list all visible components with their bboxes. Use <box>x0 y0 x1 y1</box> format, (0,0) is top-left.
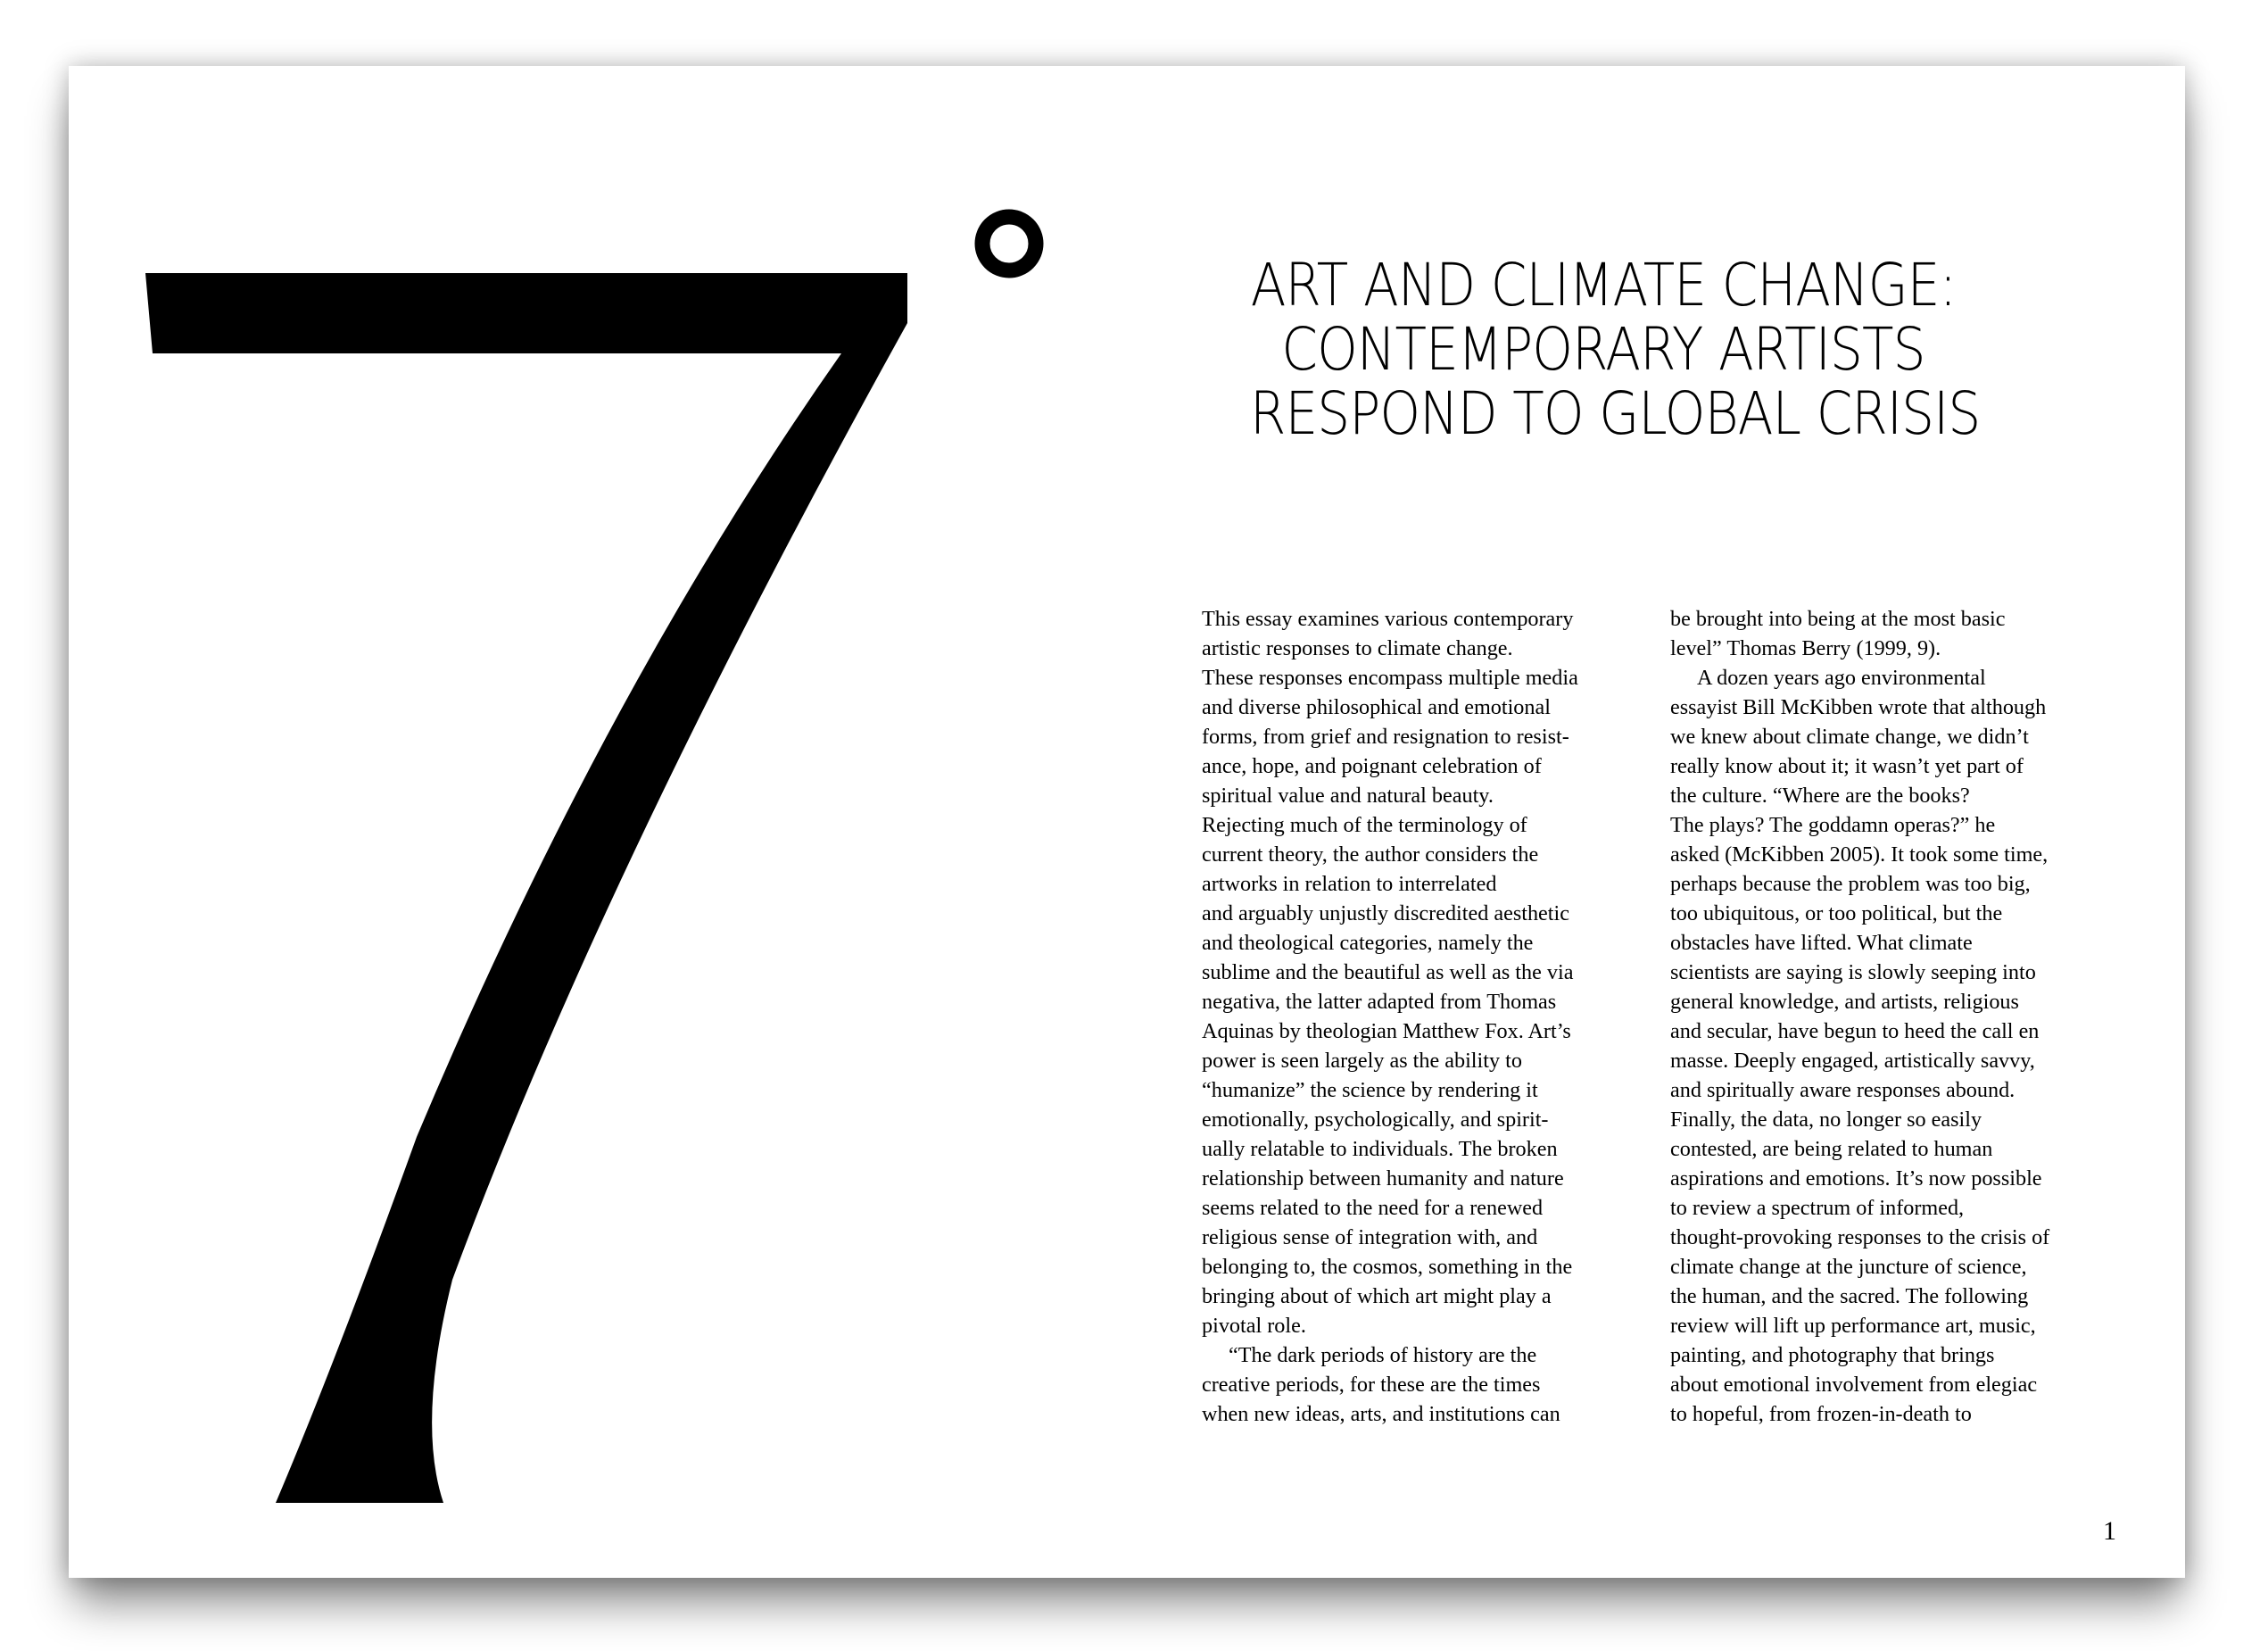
body-line: pivotal role. <box>1202 1314 1306 1338</box>
body-line: and secular, have begun to heed the call en <box>1670 1019 2040 1043</box>
body-line: the human, and the sacred. The following <box>1670 1284 2029 1308</box>
body-line: These responses encompass multiple media <box>1202 666 1578 690</box>
body-line: sublime and the beautiful as well as the via <box>1202 960 1574 984</box>
body-line: Rejecting much of the terminology of <box>1202 813 1527 837</box>
degree-symbol <box>982 217 1036 270</box>
body-line: really know about it; it wasn’t yet part of <box>1670 754 2024 778</box>
body-line: asked (McKibben 2005). It took some time, <box>1670 842 2049 867</box>
body-line: contested, are being related to human <box>1670 1137 1993 1161</box>
body-line: negativa, the latter adapted from Thomas <box>1202 990 1557 1014</box>
body-line: to review a spectrum of informed, <box>1670 1196 1965 1220</box>
body-line: and diverse philosophical and emotional <box>1202 695 1551 719</box>
body-line: and spiritually aware responses abound. <box>1670 1078 2016 1102</box>
body-line: Finally, the data, no longer so easily <box>1670 1108 1982 1132</box>
big-seven-numeral <box>69 66 1139 1578</box>
body-line: general knowledge, and artists, religious <box>1670 990 2019 1014</box>
body-line: obstacles have lifted. What climate <box>1670 931 1973 955</box>
body-line: masse. Deeply engaged, artistically savvy, <box>1670 1049 2035 1073</box>
body-line: The plays? The goddamn operas?” he <box>1670 813 1996 837</box>
body-line: seems related to the need for a renewed <box>1202 1196 1544 1220</box>
body-line: artistic responses to climate change. <box>1202 636 1513 660</box>
body-line: “The dark periods of history are the <box>1229 1343 1537 1367</box>
document-page <box>69 66 2185 1578</box>
body-line: painting, and photography that brings <box>1670 1343 1995 1367</box>
body-line: we knew about climate change, we didn’t <box>1670 725 2029 749</box>
body-line: level” Thomas Berry (1999, 9). <box>1670 636 1941 660</box>
body-line: “humanize” the science by rendering it <box>1202 1078 1538 1102</box>
body-line: to hopeful, from frozen-in-death to <box>1670 1402 1972 1426</box>
body-line: when new ideas, arts, and institutions can <box>1202 1402 1560 1426</box>
body-line: ance, hope, and poignant celebration of <box>1202 754 1542 778</box>
body-line: too ubiquitous, or too political, but the <box>1670 901 2003 925</box>
body-line: current theory, the author considers the <box>1202 842 1539 867</box>
body-line: the culture. “Where are the books? <box>1670 784 1970 808</box>
body-line: climate change at the juncture of science, <box>1670 1255 2027 1279</box>
body-line: belonging to, the cosmos, something in the <box>1202 1255 1573 1279</box>
body-line: creative periods, for these are the times <box>1202 1373 1541 1397</box>
body-line: review will lift up performance art, music, <box>1670 1314 2036 1338</box>
body-column-1 <box>1202 604 1666 1429</box>
body-line: This essay examines various contemporary <box>1202 607 1574 631</box>
body-line: be brought into being at the most basic <box>1670 607 2006 631</box>
body-line: power is seen largely as the ability to <box>1202 1049 1522 1073</box>
body-line: and arguably unjustly discredited aesthetic <box>1202 901 1569 925</box>
body-line: and theological categories, namely the <box>1202 931 1534 955</box>
body-line: essayist Bill McKibben wrote that although <box>1670 695 2047 719</box>
body-line: artworks in relation to interrelated <box>1202 872 1497 896</box>
body-line: forms, from grief and resignation to resist- <box>1202 725 1569 749</box>
body-line: about emotional involvement from elegiac <box>1670 1373 2038 1397</box>
title-line-1: ART AND CLIMATE CHANGE: <box>1250 251 1957 319</box>
body-column-2 <box>1670 604 2134 1429</box>
body-line: emotionally, psychologically, and spirit- <box>1202 1108 1549 1132</box>
title-line-3: RESPOND TO GLOBAL CRISIS <box>1250 379 1981 448</box>
page-number: 1 <box>2103 1516 2116 1546</box>
body-line: relationship between humanity and nature <box>1202 1166 1564 1191</box>
body-line: Aquinas by theologian Matthew Fox. Art’s <box>1202 1019 1571 1043</box>
body-line: ually relatable to individuals. The broken <box>1202 1137 1558 1161</box>
article-title <box>1250 251 1981 448</box>
body-line: religious sense of integration with, and <box>1202 1225 1538 1249</box>
body-line: scientists are saying is slowly seeping into <box>1670 960 2036 984</box>
body-line: thought-provoking responses to the crisis of <box>1670 1225 2050 1249</box>
body-line: aspirations and emotions. It’s now possible <box>1670 1166 2042 1191</box>
body-line: A dozen years ago environmental <box>1697 666 1986 690</box>
body-line: bringing about of which art might play a <box>1202 1284 1552 1308</box>
body-line: spiritual value and natural beauty. <box>1202 784 1494 808</box>
seven-glyph <box>145 273 907 1503</box>
body-line: perhaps because the problem was too big, <box>1670 872 2031 896</box>
title-line-2: CONTEMPORARY ARTISTS <box>1281 315 1925 384</box>
